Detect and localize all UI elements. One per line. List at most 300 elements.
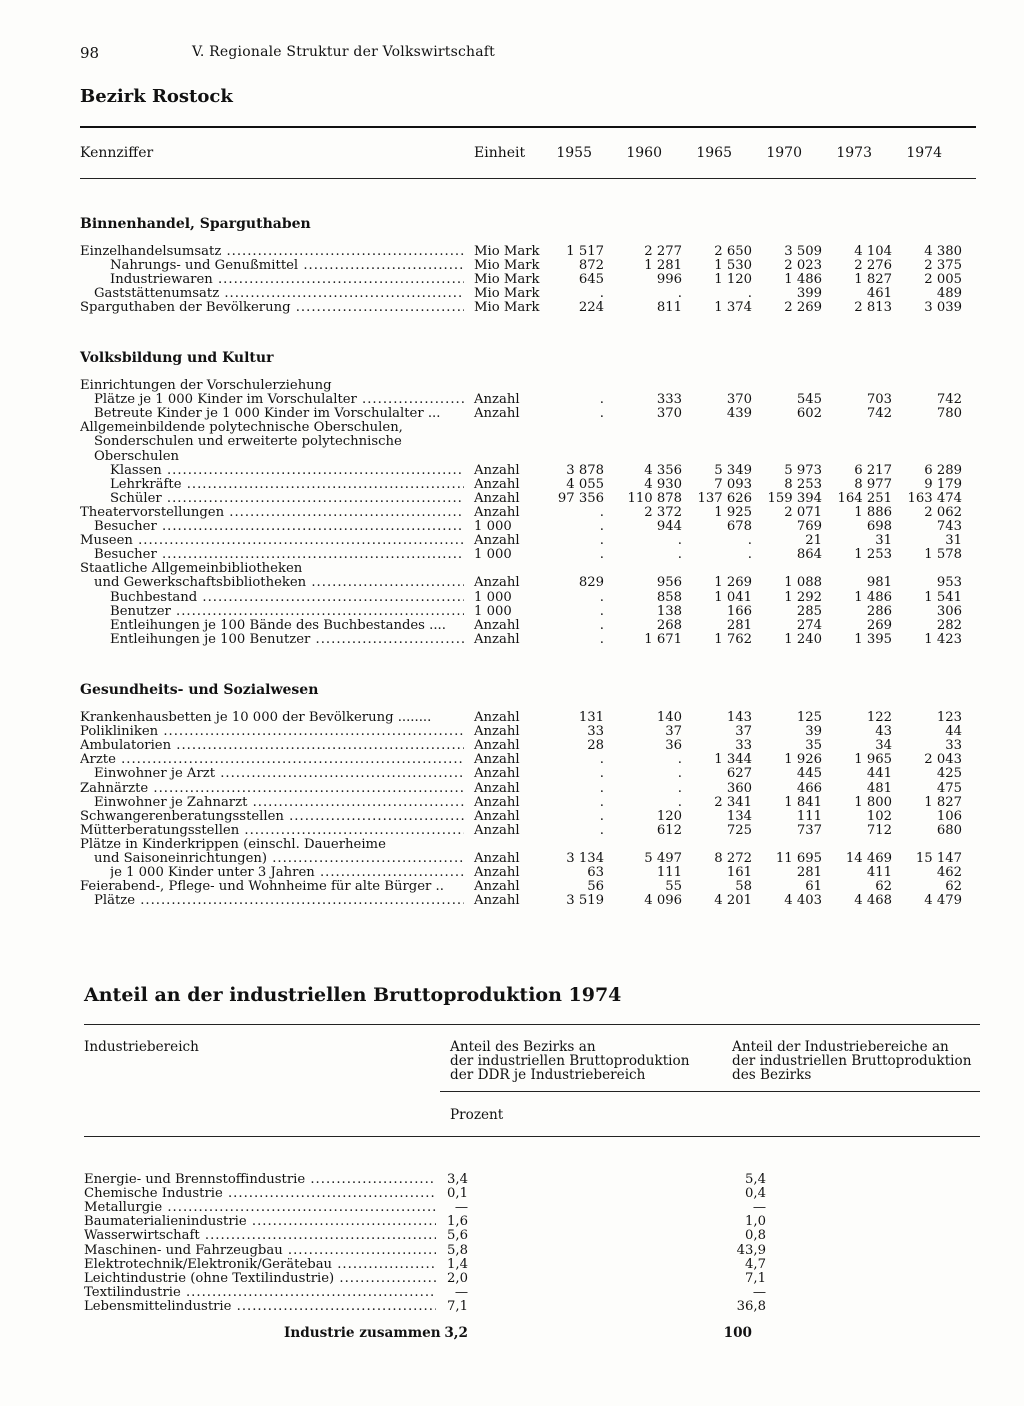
- row-label: und Gewerkschaftsbibliotheken .....: [94, 576, 464, 590]
- cell-value: .: [599, 589, 604, 605]
- header-line: Anteil des Bezirks an: [450, 1039, 596, 1055]
- cell-value: 2 650: [714, 244, 752, 259]
- table2-header-rule: [84, 1136, 980, 1137]
- row-unit: 1 000: [474, 547, 512, 563]
- cell-value: 110 878: [627, 490, 682, 506]
- cell-value: 8 977: [854, 476, 892, 492]
- header-share-ddr: [450, 1040, 689, 1082]
- header-share-district: [732, 1040, 971, 1082]
- row-unit: Anzahl: [474, 738, 520, 754]
- row-unit: Anzahl: [474, 462, 520, 478]
- row-label: Sonderschulen und erweiterte polytechnische: [94, 435, 402, 450]
- header-year: 1973: [836, 145, 872, 161]
- section-title: Binnenhandel, Sparguthaben: [80, 216, 311, 232]
- header-year: 1970: [766, 145, 802, 161]
- cell-value: 2 043: [924, 752, 962, 768]
- header-industry: Industriebereich: [84, 1039, 199, 1055]
- cell-value: 612: [656, 822, 682, 838]
- cell-value: 2 062: [924, 504, 962, 520]
- cell-value: 475: [936, 780, 962, 796]
- cell-value: 445: [796, 766, 822, 782]
- cell-value: 9 179: [924, 476, 962, 492]
- cell-value: 31: [945, 533, 962, 549]
- header-year: 1960: [626, 145, 662, 161]
- cell-value: 4 055: [566, 476, 604, 492]
- row-label: Klassen .....: [110, 464, 464, 478]
- table-row: [0, 576, 1024, 590]
- row-unit: Anzahl: [474, 533, 520, 549]
- row-label: Baumaterialienindustrie .....: [84, 1215, 436, 1229]
- cell-value: 131: [578, 710, 604, 725]
- cell-value: 1 578: [924, 547, 962, 563]
- share-ddr-value: 2,0: [447, 1270, 468, 1286]
- table-row: [0, 1187, 1024, 1201]
- row-label: Einrichtungen der Vorschulerziehung: [80, 379, 332, 393]
- cell-value: 1 530: [714, 258, 752, 274]
- header-line: der industriellen Bruttoproduktion: [450, 1053, 690, 1069]
- cell-value: 1 800: [854, 794, 892, 810]
- table-row: [0, 852, 1024, 866]
- row-label: Entleihungen je 100 Bände des Buchbestandes ....: [110, 618, 446, 633]
- cell-value: .: [599, 392, 604, 408]
- share-district-value: 43,9: [736, 1242, 766, 1258]
- row-label: Lehrkräfte .....: [110, 478, 464, 492]
- row-unit: Anzahl: [474, 865, 520, 881]
- cell-value: .: [747, 286, 752, 302]
- row-unit: Anzahl: [474, 392, 520, 408]
- cell-value: 166: [726, 603, 752, 619]
- cell-value: 953: [936, 575, 962, 591]
- header-line: Anteil der Industriebereiche an: [732, 1039, 949, 1055]
- cell-value: .: [599, 631, 604, 647]
- cell-value: .: [599, 822, 604, 838]
- cell-value: 11 695: [775, 851, 822, 866]
- cell-value: 1 269: [714, 575, 752, 591]
- cell-value: .: [599, 603, 604, 619]
- cell-value: 1 671: [644, 631, 682, 647]
- cell-value: 1 088: [784, 575, 822, 591]
- share-district-value: 4,7: [745, 1256, 766, 1272]
- table-row: [0, 619, 1024, 633]
- cell-value: 123: [936, 710, 962, 725]
- cell-value: 44: [945, 724, 962, 740]
- cell-value: 2 071: [784, 504, 822, 520]
- cell-value: 35: [805, 738, 822, 754]
- row-unit: Anzahl: [474, 406, 520, 422]
- cell-value: .: [599, 533, 604, 549]
- row-label: Krankenhausbetten je 10 000 der Bevölkerung ........: [80, 711, 432, 725]
- table-row: [0, 287, 1024, 301]
- cell-value: 1 374: [714, 300, 752, 316]
- header-indicator: Kennziffer: [80, 145, 154, 161]
- cell-value: 360: [726, 780, 752, 796]
- table2-title: Anteil an der industriellen Bruttoproduktion 1974: [84, 984, 622, 1006]
- cell-value: 2 813: [854, 300, 892, 316]
- share-ddr-value: 1,4: [447, 1256, 468, 1272]
- page-number: 98: [80, 44, 100, 62]
- row-unit: Anzahl: [474, 766, 520, 782]
- table-row: [0, 492, 1024, 506]
- row-label: je 1 000 Kinder unter 3 Jahren .....: [110, 866, 464, 880]
- cell-value: 1 827: [924, 794, 962, 810]
- table-row: [0, 753, 1024, 767]
- cell-value: 4 403: [784, 893, 822, 909]
- cell-value: 4 479: [924, 893, 962, 909]
- cell-value: 61: [805, 879, 822, 895]
- cell-value: .: [677, 286, 682, 302]
- share-ddr-value: 1,6: [447, 1214, 468, 1230]
- share-district-value: —: [752, 1284, 766, 1300]
- cell-value: 268: [656, 617, 682, 633]
- cell-value: 698: [866, 519, 892, 534]
- cell-value: 285: [796, 603, 822, 619]
- cell-value: 159 394: [767, 490, 822, 506]
- cell-value: 1 344: [714, 752, 752, 768]
- header-line: der DDR je Industriebereich: [450, 1067, 646, 1083]
- row-unit: Anzahl: [474, 504, 520, 520]
- share-district-value: 36,8: [736, 1298, 766, 1314]
- table-row: [0, 880, 1024, 894]
- cell-value: 161: [726, 865, 752, 881]
- cell-value: 7 093: [714, 476, 752, 492]
- table-row: [0, 407, 1024, 421]
- cell-value: 58: [735, 879, 752, 895]
- cell-value: 645: [578, 272, 604, 288]
- cell-value: .: [599, 766, 604, 782]
- row-unit: Anzahl: [474, 851, 520, 866]
- row-unit: 1 000: [474, 519, 512, 534]
- row-label: Schüler .....: [110, 492, 464, 506]
- table-row: [0, 605, 1024, 619]
- cell-value: 102: [866, 808, 892, 824]
- row-label: Ärzte .....: [80, 753, 464, 767]
- cell-value: 286: [866, 603, 892, 619]
- cell-value: 680: [936, 822, 962, 838]
- cell-value: 737: [796, 822, 822, 838]
- row-label: Nahrungs- und Genußmittel .....: [110, 259, 464, 273]
- cell-value: 122: [866, 710, 892, 725]
- table-row: [0, 478, 1024, 492]
- cell-value: .: [677, 766, 682, 782]
- cell-value: 33: [587, 724, 604, 740]
- row-label: Maschinen- und Fahrzeugbau .....: [84, 1244, 436, 1258]
- row-unit: Anzahl: [474, 879, 520, 895]
- share-district-value: —: [752, 1200, 766, 1216]
- cell-value: 743: [936, 519, 962, 534]
- cell-value: 2 375: [924, 258, 962, 274]
- cell-value: .: [677, 780, 682, 796]
- table1-header-rule: [80, 178, 976, 179]
- table-row: [0, 1201, 1024, 1215]
- cell-value: 2 372: [644, 504, 682, 520]
- row-label: Einwohner je Zahnarzt .....: [94, 796, 464, 810]
- cell-value: 224: [578, 300, 604, 316]
- cell-value: 21: [805, 533, 822, 549]
- table-row: [0, 450, 1024, 464]
- cell-value: 1 292: [784, 589, 822, 605]
- table-row: [0, 259, 1024, 273]
- cell-value: 39: [805, 724, 822, 740]
- total-share-ddr: 3,2: [444, 1325, 468, 1341]
- row-label: Plätze .....: [94, 894, 464, 908]
- cell-value: 1 925: [714, 504, 752, 520]
- cell-value: 489: [936, 286, 962, 302]
- cell-value: 274: [796, 617, 822, 633]
- cell-value: 5 973: [784, 462, 822, 478]
- cell-value: .: [599, 406, 604, 422]
- table-row: [0, 1300, 1024, 1314]
- cell-value: 6 289: [924, 462, 962, 478]
- table-row: [0, 562, 1024, 576]
- cell-value: 33: [945, 738, 962, 754]
- cell-value: 6 217: [854, 462, 892, 478]
- cell-value: 1 041: [714, 589, 752, 605]
- cell-value: 1 423: [924, 631, 962, 647]
- table-row: [0, 866, 1024, 880]
- row-label: Allgemeinbildende polytechnische Oberschulen,: [80, 421, 403, 436]
- row-unit: Anzahl: [474, 490, 520, 506]
- cell-value: 829: [578, 575, 604, 591]
- row-label: Theatervorstellungen .....: [80, 506, 464, 520]
- row-unit: Anzahl: [474, 631, 520, 647]
- cell-value: 333: [656, 392, 682, 408]
- cell-value: 399: [796, 286, 822, 302]
- table-row: [0, 810, 1024, 824]
- cell-value: 956: [656, 575, 682, 591]
- table-row: [0, 1173, 1024, 1187]
- cell-value: 2 269: [784, 300, 822, 316]
- cell-value: 37: [735, 724, 752, 740]
- table-row: [0, 421, 1024, 435]
- cell-value: 3 878: [566, 462, 604, 478]
- row-label: Besucher .....: [94, 548, 464, 562]
- row-label: Betreute Kinder je 1 000 Kinder im Vorschulalter ...: [94, 407, 441, 422]
- share-district-value: 7,1: [745, 1270, 766, 1286]
- row-unit: Anzahl: [474, 752, 520, 768]
- table-row: [0, 464, 1024, 478]
- row-unit: Anzahl: [474, 780, 520, 796]
- cell-value: 441: [866, 766, 892, 782]
- cell-value: .: [677, 547, 682, 563]
- cell-value: .: [677, 794, 682, 810]
- cell-value: 2 277: [644, 244, 682, 259]
- table-row: [0, 711, 1024, 725]
- table-row: [0, 379, 1024, 393]
- cell-value: 712: [866, 822, 892, 838]
- cell-value: 111: [656, 865, 682, 881]
- cell-value: 725: [726, 822, 752, 838]
- row-unit: Anzahl: [474, 893, 520, 909]
- row-unit: Mio Mark: [474, 258, 540, 274]
- cell-value: 944: [656, 519, 682, 534]
- cell-value: 163 474: [907, 490, 962, 506]
- table-row: [0, 725, 1024, 739]
- cell-value: 742: [936, 392, 962, 408]
- row-label: Chemische Industrie .....: [84, 1187, 436, 1201]
- cell-value: 4 104: [854, 244, 892, 259]
- cell-value: 36: [665, 738, 682, 754]
- table-row: [0, 1286, 1024, 1300]
- row-label: Oberschulen: [94, 449, 180, 464]
- row-label: Einzelhandelsumsatz .....: [80, 245, 464, 259]
- header-unit: Einheit: [474, 145, 526, 161]
- share-district-value: 0,8: [745, 1228, 766, 1244]
- cell-value: 780: [936, 406, 962, 422]
- row-label: Buchbestand .....: [110, 591, 464, 605]
- row-label: Schwangerenberatungsstellen .....: [80, 810, 464, 824]
- cell-value: 1 253: [854, 547, 892, 563]
- cell-value: .: [599, 519, 604, 534]
- cell-value: 55: [665, 879, 682, 895]
- cell-value: 281: [726, 617, 752, 633]
- cell-value: 1 965: [854, 752, 892, 768]
- cell-value: 137 626: [697, 490, 752, 506]
- cell-value: .: [599, 504, 604, 520]
- row-unit: Anzahl: [474, 575, 520, 591]
- share-district-value: 5,4: [745, 1172, 766, 1187]
- cell-value: 1 240: [784, 631, 822, 647]
- cell-value: 2 005: [924, 272, 962, 288]
- cell-value: 282: [936, 617, 962, 633]
- cell-value: 742: [866, 406, 892, 422]
- cell-value: 56: [587, 879, 604, 895]
- cell-value: 769: [796, 519, 822, 534]
- cell-value: .: [599, 752, 604, 768]
- cell-value: 3 509: [784, 244, 822, 259]
- cell-value: 164 251: [837, 490, 892, 506]
- cell-value: 461: [866, 286, 892, 302]
- cell-value: 306: [936, 603, 962, 619]
- cell-value: 2 276: [854, 258, 892, 274]
- row-label: Leichtindustrie (ohne Textilindustrie) .....: [84, 1272, 436, 1286]
- total-label: Industrie zusammen: [284, 1325, 441, 1341]
- table2-top-rule: [84, 1024, 980, 1025]
- row-label: Plätze je 1 000 Kinder im Vorschulalter .....: [94, 393, 464, 407]
- cell-value: 1 926: [784, 752, 822, 768]
- row-unit: Anzahl: [474, 617, 520, 633]
- cell-value: 62: [945, 879, 962, 895]
- chapter-title: V. Regionale Struktur der Volkswirtschaft: [192, 44, 495, 60]
- header-unit-percent: Prozent: [450, 1107, 504, 1123]
- cell-value: 425: [936, 766, 962, 782]
- table-row: [0, 1258, 1024, 1272]
- row-label: Staatliche Allgemeinbibliotheken: [80, 562, 303, 577]
- cell-value: 602: [796, 406, 822, 422]
- row-label: Elektrotechnik/Elektronik/Gerätebau .....: [84, 1258, 436, 1272]
- row-label: Entleihungen je 100 Benutzer .....: [110, 633, 464, 647]
- cell-value: 3 134: [566, 851, 604, 866]
- cell-value: 3 519: [566, 893, 604, 909]
- cell-value: 4 468: [854, 893, 892, 909]
- row-label: Lebensmittelindustrie .....: [84, 1300, 436, 1314]
- cell-value: .: [747, 533, 752, 549]
- cell-value: 858: [656, 589, 682, 605]
- cell-value: 678: [726, 519, 752, 534]
- row-unit: Mio Mark: [474, 244, 540, 259]
- cell-value: 4 096: [644, 893, 682, 909]
- row-label: Sparguthaben der Bevölkerung .....: [80, 301, 464, 315]
- table2-unit-rule: [440, 1091, 980, 1092]
- cell-value: 34: [875, 738, 892, 754]
- cell-value: 2 341: [714, 794, 752, 810]
- total-share-district: 100: [723, 1325, 752, 1341]
- cell-value: 627: [726, 766, 752, 782]
- row-label: Feierabend-, Pflege- und Wohnheime für alte Bürger ..: [80, 880, 444, 895]
- table-row: [0, 548, 1024, 562]
- cell-value: 4 201: [714, 893, 752, 909]
- table-row: [0, 1244, 1024, 1258]
- table-row: [0, 824, 1024, 838]
- row-unit: 1 000: [474, 589, 512, 605]
- cell-value: 545: [796, 392, 822, 408]
- table-row: [0, 301, 1024, 315]
- table-row: [0, 894, 1024, 908]
- table-row: [0, 534, 1024, 548]
- row-label: Textilindustrie .....: [84, 1286, 436, 1300]
- cell-value: .: [677, 533, 682, 549]
- cell-value: .: [599, 780, 604, 796]
- cell-value: 4 930: [644, 476, 682, 492]
- share-ddr-value: 5,6: [447, 1228, 468, 1244]
- cell-value: 481: [866, 780, 892, 796]
- table-row: [0, 273, 1024, 287]
- cell-value: 4 380: [924, 244, 962, 259]
- table-row: [0, 506, 1024, 520]
- table-row: [0, 633, 1024, 647]
- share-ddr-value: 3,4: [447, 1172, 468, 1187]
- cell-value: 1 486: [784, 272, 822, 288]
- cell-value: 462: [936, 865, 962, 881]
- cell-value: 370: [726, 392, 752, 408]
- row-unit: Anzahl: [474, 822, 520, 838]
- row-label: Gaststättenumsatz .....: [94, 287, 464, 301]
- header-year: 1974: [906, 145, 942, 161]
- cell-value: 43: [875, 724, 892, 740]
- share-ddr-value: —: [454, 1200, 468, 1216]
- row-unit: Anzahl: [474, 476, 520, 492]
- cell-value: 1 762: [714, 631, 752, 647]
- row-label: Polikliniken .....: [80, 725, 464, 739]
- cell-value: 31: [875, 533, 892, 549]
- cell-value: 5 349: [714, 462, 752, 478]
- cell-value: 864: [796, 547, 822, 563]
- cell-value: 62: [875, 879, 892, 895]
- table-row: [0, 1215, 1024, 1229]
- cell-value: 996: [656, 272, 682, 288]
- row-label: Wasserwirtschaft .....: [84, 1229, 436, 1243]
- cell-value: 33: [735, 738, 752, 754]
- table-row: [0, 591, 1024, 605]
- cell-value: 370: [656, 406, 682, 422]
- cell-value: 3 039: [924, 300, 962, 316]
- row-label: Benutzer .....: [110, 605, 464, 619]
- cell-value: 37: [665, 724, 682, 740]
- cell-value: 5 497: [644, 851, 682, 866]
- table-row: [0, 435, 1024, 449]
- row-label: und Saisoneinrichtungen) .....: [94, 852, 464, 866]
- cell-value: 134: [726, 808, 752, 824]
- cell-value: 15 147: [915, 851, 962, 866]
- cell-value: 125: [796, 710, 822, 725]
- row-label: Mütterberatungsstellen .....: [80, 824, 464, 838]
- cell-value: 1 541: [924, 589, 962, 605]
- cell-value: 63: [587, 865, 604, 881]
- table-row: [0, 520, 1024, 534]
- cell-value: .: [677, 752, 682, 768]
- cell-value: 138: [656, 603, 682, 619]
- row-label: Metallurgie .....: [84, 1201, 436, 1215]
- cell-value: 14 469: [845, 851, 892, 866]
